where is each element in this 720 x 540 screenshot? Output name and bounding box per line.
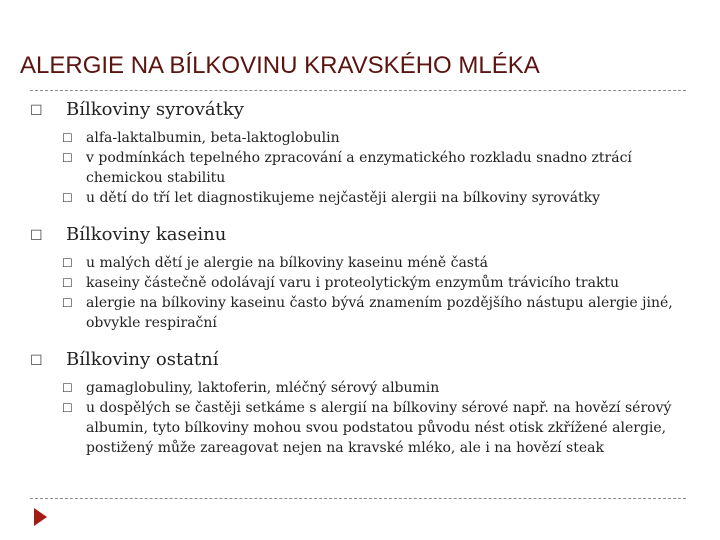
list-item bbox=[30, 378, 680, 398]
title-divider bbox=[30, 90, 686, 91]
list-item-text: u dospělých se častěji setkáme s alergií na bílkoviny sérové např. na hovězí sérový albumin, tyto bílkoviny mohou svou podstatou původu nést otisk zkřížené alergie, postižený může zareagovat nejen na kravské mléko, ale i na hovězí steak bbox=[86, 400, 672, 456]
checkbox-bullet-icon: ☐ bbox=[62, 276, 73, 290]
bullet-list bbox=[30, 128, 680, 208]
checkbox-bullet-icon: ☐ bbox=[62, 401, 73, 415]
section-heading-text: Bílkoviny syrovátky bbox=[66, 99, 244, 120]
list-item bbox=[30, 273, 680, 293]
bullet-list bbox=[30, 253, 680, 333]
list-item bbox=[30, 188, 680, 208]
checkbox-bullet-icon: ☐ bbox=[62, 151, 73, 165]
checkbox-bullet-icon: ☐ bbox=[62, 131, 73, 145]
section-heading bbox=[30, 224, 680, 247]
list-item bbox=[30, 253, 680, 273]
checkbox-bullet-icon: ☐ bbox=[62, 191, 73, 205]
next-slide-arrow-icon[interactable] bbox=[34, 508, 47, 526]
section-heading bbox=[30, 99, 680, 122]
checkbox-bullet-icon: ☐ bbox=[62, 296, 73, 310]
section-casein bbox=[30, 224, 680, 333]
list-item-text: alergie na bílkoviny kaseinu často bývá znamením pozdějšího nástupu alergie jiné, obvykle respirační bbox=[86, 295, 673, 331]
list-item-text: gamaglobuliny, laktoferin, mléčný sérový albumin bbox=[86, 380, 440, 396]
checkbox-bullet-icon: ☐ bbox=[30, 228, 43, 244]
list-item-text: u dětí do tří let diagnostikujeme nejčastěji alergii na bílkoviny syrovátky bbox=[86, 190, 601, 206]
slide-content bbox=[30, 99, 680, 458]
footer-divider bbox=[30, 498, 686, 499]
section-whey bbox=[30, 99, 680, 208]
slide-title: ALERGIE NA BÍLKOVINU KRAVSKÉHO MLÉKA bbox=[20, 52, 540, 79]
list-item-text: v podmínkách tepelného zpracování a enzymatického rozkladu snadno ztrácí chemickou stabilitu bbox=[86, 150, 632, 186]
checkbox-bullet-icon: ☐ bbox=[62, 256, 73, 270]
section-other bbox=[30, 349, 680, 458]
list-item-text: kaseiny částečně odolávají varu i proteolytickým enzymům trávicího traktu bbox=[86, 275, 620, 291]
section-heading bbox=[30, 349, 680, 372]
checkbox-bullet-icon: ☐ bbox=[62, 381, 73, 395]
list-item bbox=[30, 293, 680, 333]
list-item bbox=[30, 128, 680, 148]
list-item-text: alfa-laktalbumin, beta-laktoglobulin bbox=[86, 130, 340, 146]
checkbox-bullet-icon: ☐ bbox=[30, 103, 43, 119]
bullet-list bbox=[30, 378, 680, 458]
list-item-text: u malých dětí je alergie na bílkoviny kaseinu méně častá bbox=[86, 255, 488, 271]
section-heading-text: Bílkoviny kaseinu bbox=[66, 224, 227, 245]
list-item bbox=[30, 148, 680, 188]
list-item bbox=[30, 398, 680, 458]
checkbox-bullet-icon: ☐ bbox=[30, 353, 43, 369]
section-heading-text: Bílkoviny ostatní bbox=[66, 349, 219, 370]
